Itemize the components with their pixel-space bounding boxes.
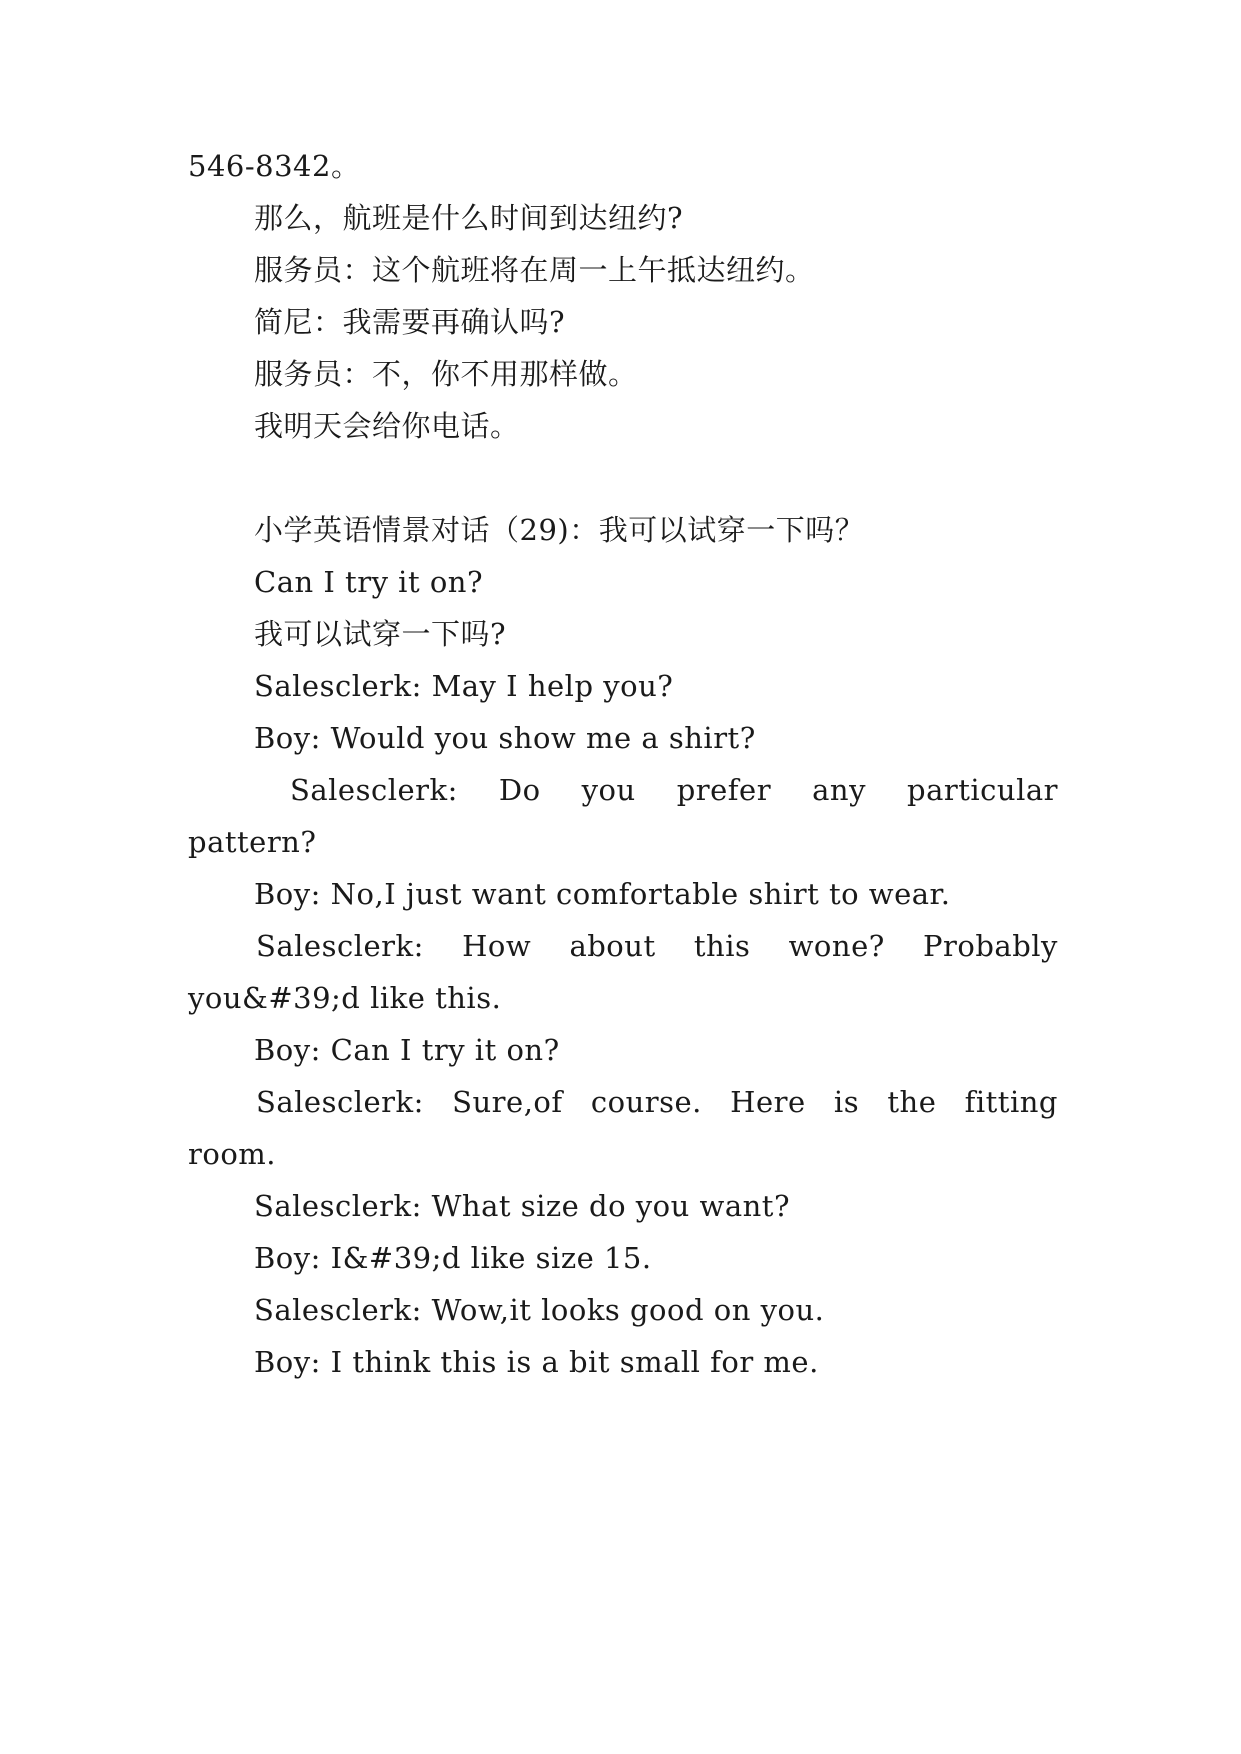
text-line: 服务员：不，你不用那样做。 xyxy=(254,357,638,391)
dialogue-line: Boy: Can I try it on? xyxy=(254,1033,560,1067)
dialogue-line-justified xyxy=(256,926,1058,966)
text-line: 546-8342。 xyxy=(188,149,361,183)
text-line: 我可以试穿一下吗? xyxy=(254,617,507,651)
word: Sure,of xyxy=(452,1085,563,1119)
word: Do xyxy=(498,773,541,807)
text-line: 那么，航班是什么时间到达纽约? xyxy=(254,201,684,235)
dialogue-line: Salesclerk: May I help you? xyxy=(254,669,674,703)
word: course. xyxy=(590,1085,702,1119)
section-heading: 小学英语情景对话（29)：我可以试穿一下吗？ xyxy=(254,513,865,547)
dialogue-line: Salesclerk: Wow,it looks good on you. xyxy=(254,1293,825,1327)
word: wone? xyxy=(788,929,885,963)
word: prefer xyxy=(676,773,772,807)
word: this xyxy=(693,929,751,963)
dialogue-line: Boy: I think this is a bit small for me. xyxy=(254,1345,819,1379)
word: fitting xyxy=(964,1085,1058,1119)
word: Salesclerk: xyxy=(256,1085,424,1119)
text-line: Can I try it on? xyxy=(254,565,483,599)
text-line: 我明天会给你电话。 xyxy=(254,409,520,443)
dialogue-line: Boy: Would you show me a shirt? xyxy=(254,721,756,755)
word: Salesclerk: xyxy=(256,929,424,963)
word: How xyxy=(462,929,532,963)
word: Here xyxy=(730,1085,806,1119)
text-line: 简尼：我需要再确认吗? xyxy=(254,305,566,339)
word: you xyxy=(581,773,636,807)
dialogue-line-justified xyxy=(290,770,1058,810)
text-line: you&#39;d like this. xyxy=(188,981,502,1015)
word: the xyxy=(887,1085,937,1119)
dialogue-line-justified xyxy=(256,1082,1058,1122)
text-line: room. xyxy=(188,1137,276,1171)
word: any xyxy=(812,773,866,807)
word: Probably xyxy=(923,929,1058,963)
dialogue-line: Boy: I&#39;d like size 15. xyxy=(254,1241,652,1275)
word: is xyxy=(833,1085,860,1119)
text-line: 服务员：这个航班将在周一上午抵达纽约。 xyxy=(254,253,815,287)
word: Salesclerk: xyxy=(290,773,458,807)
dialogue-line: Boy: No,I just want comfortable shirt to wear. xyxy=(254,877,951,911)
word: about xyxy=(569,929,656,963)
text-line: pattern? xyxy=(188,825,317,859)
word: particular xyxy=(907,773,1058,807)
dialogue-line: Salesclerk: What size do you want? xyxy=(254,1189,791,1223)
